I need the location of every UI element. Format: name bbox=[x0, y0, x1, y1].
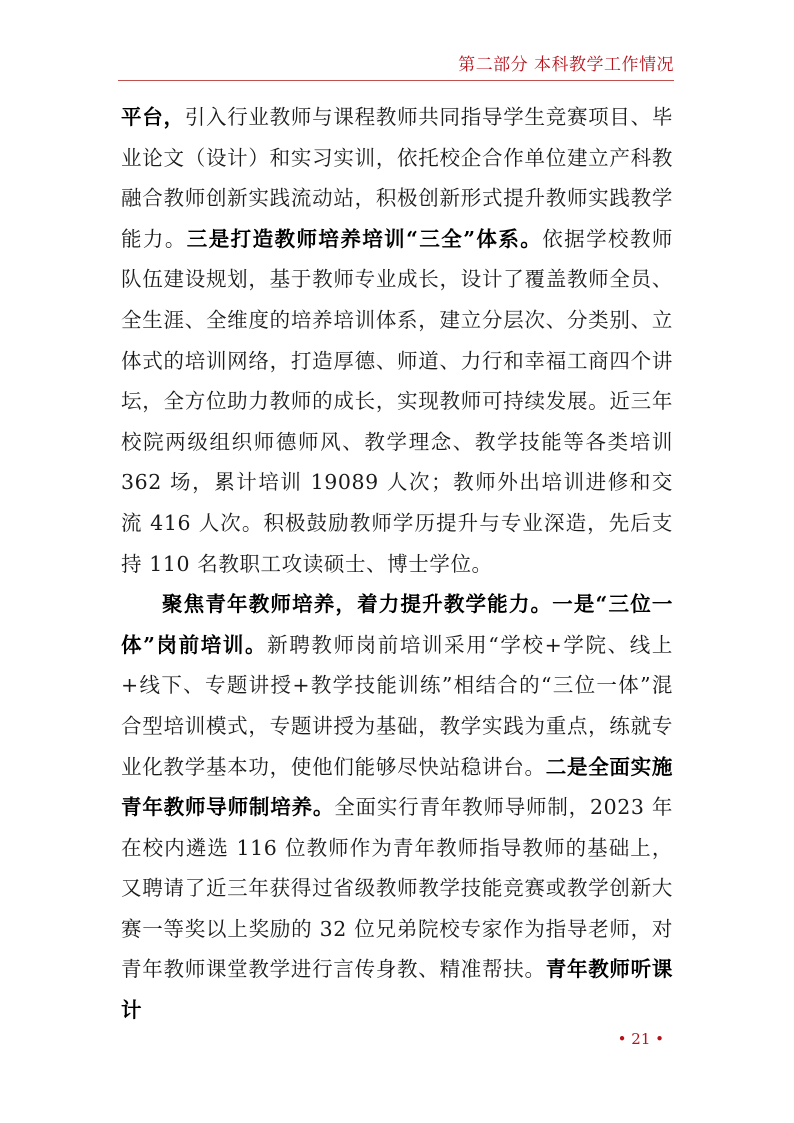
body-sentence: 引入行业教师与课程教师共同指导学生竞赛项目、毕业论文（设计）和实习实训，依托校企合作单位建立产科教融合教师创新实践流动站，积极创新形式提升教师实践教学能力。 bbox=[121, 105, 673, 251]
bold-heading-lesson-observation: 青年教师听课计 bbox=[121, 957, 673, 1023]
bold-lead-in: 平台， bbox=[121, 105, 185, 129]
bold-heading-mentor-system: 二是全面实施青年教师导师制培养。 bbox=[121, 754, 673, 820]
bold-heading-three-full-system: 三是打造教师培养培训“三全”体系。 bbox=[186, 226, 543, 251]
paragraph-young-teachers bbox=[121, 584, 673, 1031]
paragraph-teacher-training bbox=[121, 97, 673, 584]
body-sentence: 依据学校教师队伍建设规划，基于教师专业成长，设计了覆盖教师全员、全生涯、全维度的培养培训体系，建立分层次、分类别、立体式的培训网络，打造厚德、师道、力行和幸福工商四个讲坛，全方位助力教师的成长，实现教师可持续发展。近三年校院两级组织师德师风、教学理念、教学技能等各类培训 362 场，累计培训 19089 人次；教师外出培训进修和交流 416 人次。积极鼓励教师学历提升与专业深造，先后支持 110 名教职工攻读硕士、博士学位。 bbox=[121, 226, 673, 576]
body-sentence: 新聘教师岗前培训采用“学校+学院、线上+线下、专题讲授+教学技能训练”相结合的“三位一体”混合型培训模式，专题讲授为基础，教学实践为重点，练就专业化教学基本功，使他们能够尽快站稳讲台。 bbox=[121, 632, 673, 779]
header-divider bbox=[118, 80, 674, 81]
bold-heading-young-teacher-focus: 聚焦青年教师培养，着力提升教学能力。一是“三位一体”岗前培训。 bbox=[121, 592, 673, 657]
body-sentence: 全面实行青年教师导师制，2023 年在校内遴选 116 位教师作为青年教师指导教师的基础上，又聘请了近三年获得过省级教师教学技能竞赛或教学创新大赛一等奖以上奖励的 32 位兄弟院校专家作为指导老师，对青年教师课堂教学进行言传身教、精准帮扶。 bbox=[121, 795, 673, 982]
document-body bbox=[121, 97, 673, 1031]
section-header: 第二部分 本科教学工作情况 bbox=[458, 55, 674, 75]
page-number: • 21 • bbox=[617, 1030, 664, 1048]
